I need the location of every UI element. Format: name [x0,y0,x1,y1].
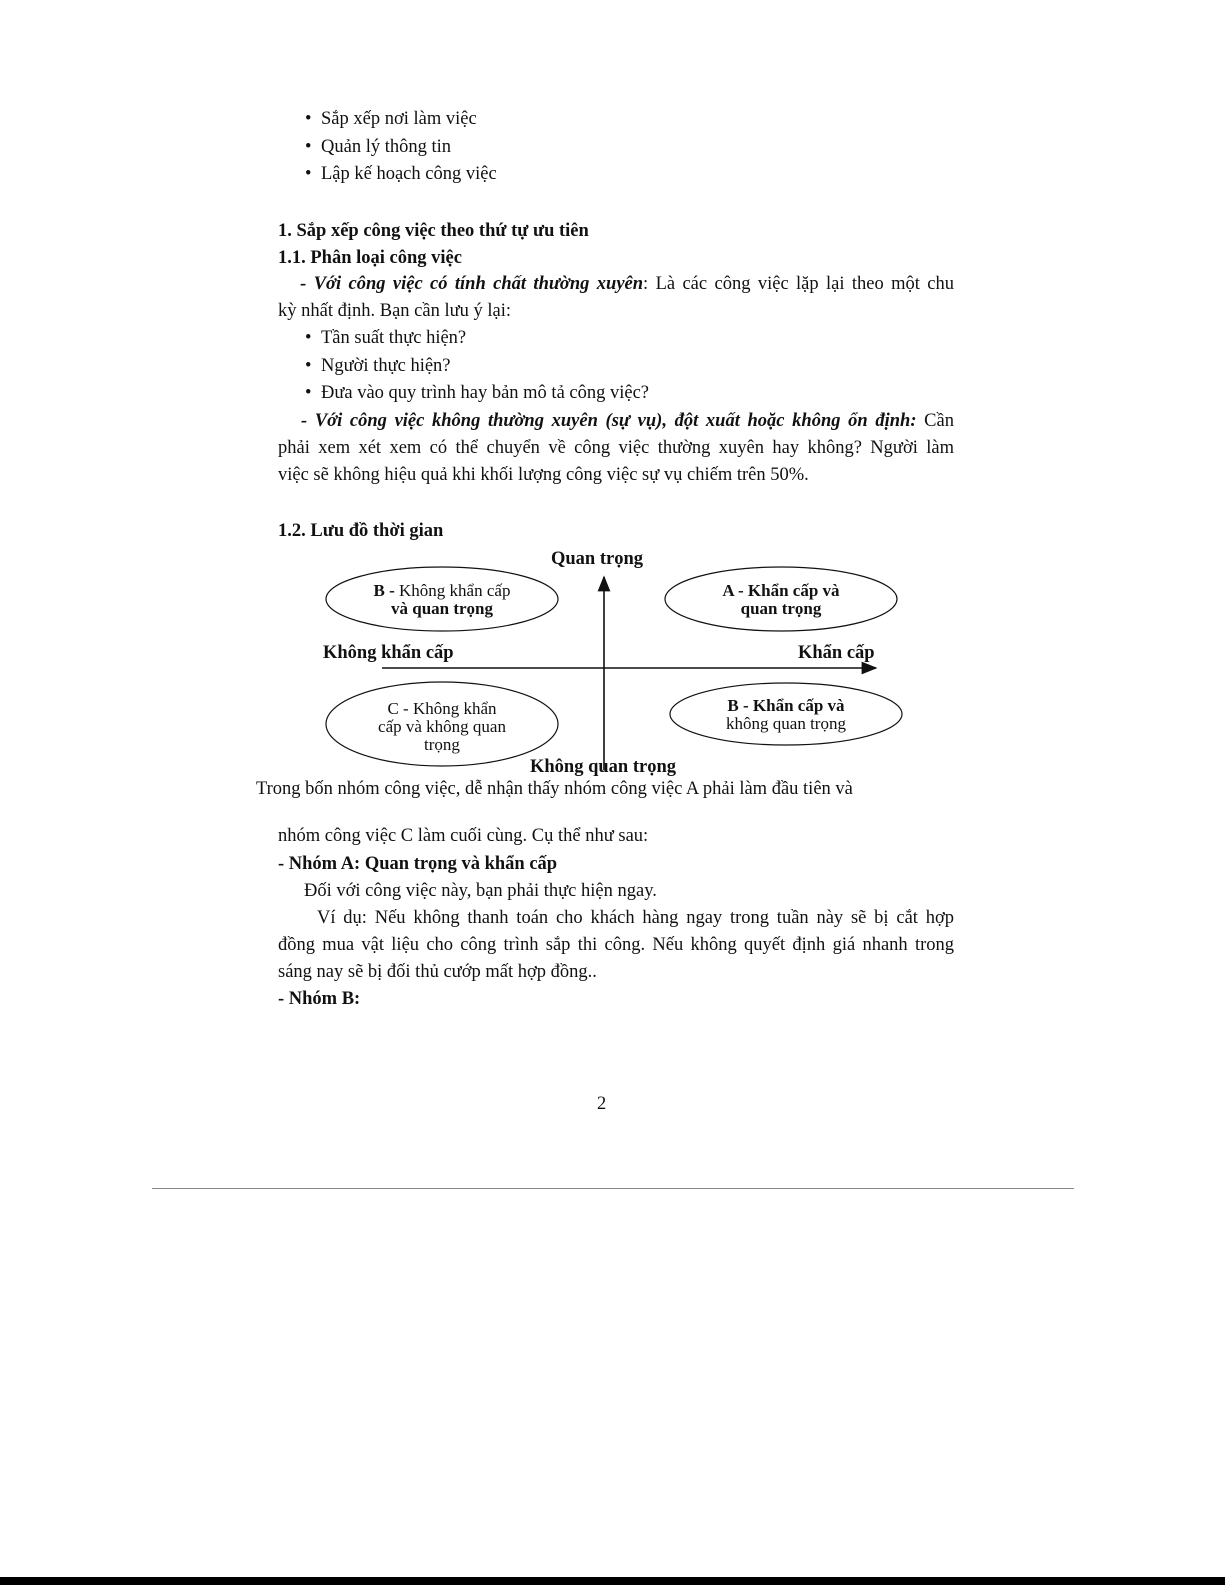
example-text: Ví dụ: Nếu không thanh toán cho khách hàng ngay trong tuần này sẽ bị cắt hợp [317,908,955,928]
axis-label-important: Quan trọng [551,549,644,569]
irregular-work-text: Cần [916,411,954,431]
section-heading: 1. Sắp xếp công việc theo thứ tự ưu tiên [278,221,589,241]
group-b-heading: - Nhóm B: [278,989,361,1009]
quadrant-label-line [342,582,542,600]
quadrant-letter: B - [373,581,400,600]
quadrant-c-bottom-left-label [342,700,542,754]
intro-bullet-text: Sắp xếp nơi làm việc [321,109,477,129]
quadrant-label-line: quan trọng [740,599,822,618]
group-a-heading: - Nhóm A: Quan trọng và khẩn cấp [278,854,558,874]
example-line-1 [278,905,954,932]
irregular-work-line-2: phải xem xét xem có thể chuyển về công việc thường xuyên hay không? Người làm [278,438,954,458]
regular-bullet-text: Đưa vào quy trình hay bản mô tả công việc? [321,383,650,403]
quadrant-label-line: C - Không khẩn [387,699,497,718]
regular-bullet-text: Tần suất thực hiện? [321,328,467,348]
regular-bullet-3: • Đưa vào quy trình hay bản mô tả công việc? [305,383,650,403]
regular-bullet-1: • Tần suất thực hiện? [305,328,467,348]
regular-work-text: : Là các công việc lặp lại theo một chu [643,274,955,294]
subsection-heading-1-2: 1.2. Lưu đồ thời gian [278,521,444,541]
regular-bullet-2: • Người thực hiện? [305,356,451,376]
intro-bullet-1: • Sắp xếp nơi làm việc [305,109,477,129]
quadrant-text: Không khẩn cấp [399,581,511,600]
irregular-work-line-3: việc sẽ không hiệu quả khi khối lượng công việc sự vụ chiếm trên 50%. [278,465,809,485]
summary-line-1: Trong bốn nhóm công việc, dễ nhận thấy nhóm công việc A phải làm đầu tiên và [256,779,853,799]
bottom-edge-bar [0,1577,1225,1585]
axis-label-not-urgent: Không khẩn cấp [323,643,454,663]
example-line-3: sáng nay sẽ bị đối thủ cướp mất hợp đồng.. [278,962,597,982]
page-number: 2 [597,1094,607,1114]
regular-bullet-text: Người thực hiện? [321,356,451,376]
quadrant-label-line: B - Khẩn cấp và [727,696,845,715]
irregular-work-line-1 [278,408,954,435]
intro-bullet-3: • Lập kế hoạch công việc [305,164,497,184]
quadrant-label-line: cấp và không quan [378,717,506,736]
page-divider [152,1188,1074,1189]
intro-bullet-text: Quản lý thông tin [321,137,452,157]
subsection-heading-1-1: 1.1. Phân loại công việc [278,248,462,268]
example-line-2: đồng mua vật liệu cho công trình sắp thi công. Nếu không quyết định giá nhanh trong [278,935,954,955]
intro-bullet-text: Lập kế hoạch công việc [321,164,497,184]
summary-line-2: nhóm công việc C làm cuối cùng. Cụ thể như sau: [278,826,649,846]
quadrant-a-top-right-label [681,582,881,618]
regular-work-label: - Với công việc có tính chất thường xuyên [300,274,644,294]
quadrant-label-line: và quan trọng [390,599,494,618]
axis-label-urgent: Khẩn cấp [798,643,875,663]
group-a-text: Đối với công việc này, bạn phải thực hiện ngay. [304,881,657,901]
regular-work-line-1 [278,271,954,298]
quadrant-b-bottom-right-label [686,697,886,733]
intro-bullet-2: • Quản lý thông tin [305,137,452,157]
quadrant-label-line: trọng [424,735,460,754]
regular-work-line-2: kỳ nhất định. Bạn cần lưu ý lại: [278,301,512,321]
quadrant-label-line: không quan trọng [726,714,846,733]
quadrant-label-line: A - Khẩn cấp và [722,581,840,600]
axis-label-not-important: Không quan trọng [530,757,676,777]
quadrant-b-top-left-label [342,582,542,618]
irregular-work-label: - Với công việc không thường xuyên (sự vụ), đột xuất hoặc không ổn định: [301,411,917,431]
